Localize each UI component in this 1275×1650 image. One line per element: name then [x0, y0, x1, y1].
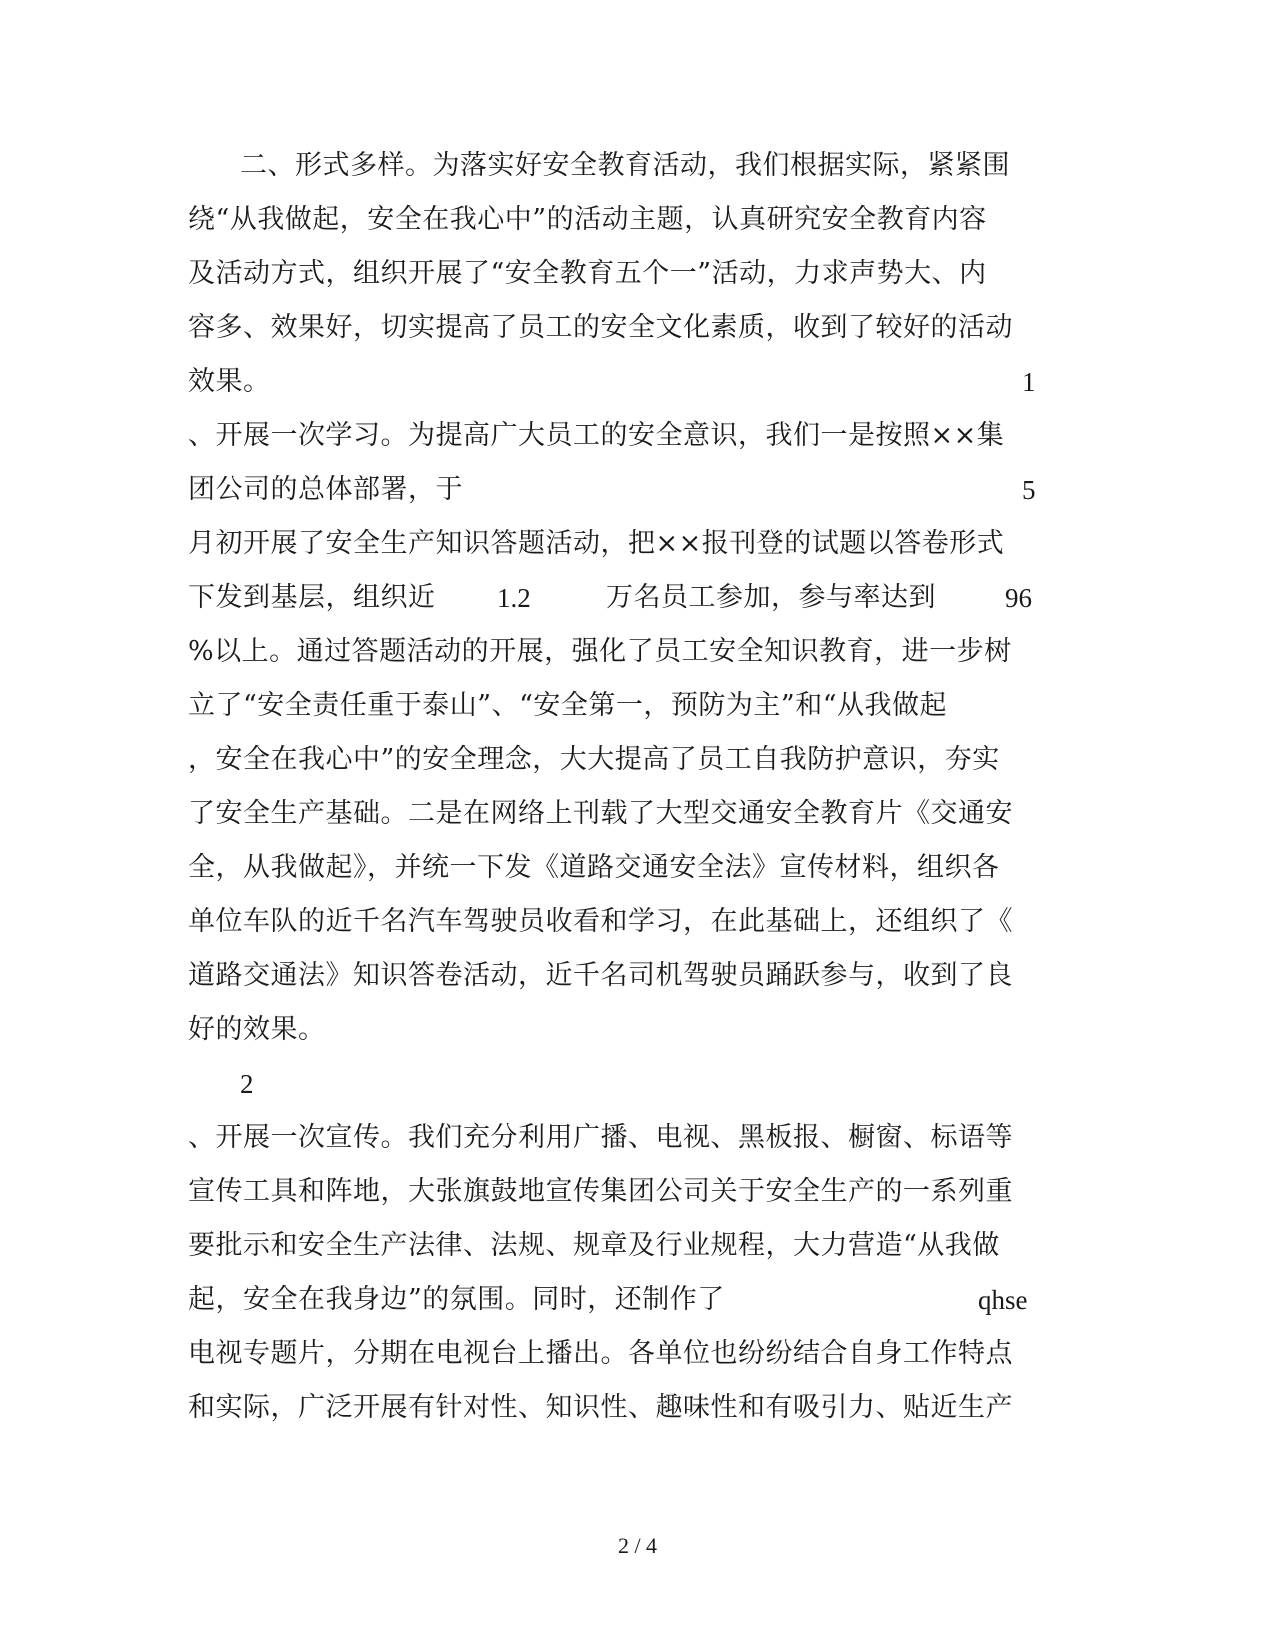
text-line: 及活动方式，组织开展了“安全教育五个一”活动，力求声势大、内: [188, 258, 987, 289]
qhse-term: qhse: [978, 1285, 1028, 1315]
text-line: 、开展一次宣传。我们充分利用广播、电视、黑板报、橱窗、标语等: [188, 1122, 1013, 1153]
text-line: 和实际，广泛开展有针对性、知识性、趣味性和有吸引力、贴近生产: [188, 1392, 1013, 1423]
text-line: 单位车队的近千名汽车驾驶员收看和学习，在此基础上，还组织了《: [188, 906, 1013, 937]
text-line: ，安全在我心中”的安全理念，大大提高了员工自我防护意识，夯实: [188, 744, 1000, 775]
text-line: %以上。通过答题活动的开展，强化了员工安全知识教育，进一步树: [188, 636, 1012, 667]
page-number: 2 / 4: [617, 1533, 658, 1558]
text-line: 好的效果。: [188, 1014, 326, 1045]
text-line: 、开展一次学习。为提高广大员工的安全意识，我们一是按照××集: [188, 420, 1005, 451]
text-line: 效果。: [188, 366, 271, 397]
text-line: 绕“从我做起，安全在我心中”的活动主题，认真研究安全教育内容: [188, 204, 987, 235]
text-line: 立了“安全责任重于泰山”、“安全第一，预防为主”和“从我做起: [188, 690, 948, 721]
text-line: 起，安全在我身边”的氛围。同时，还制作了: [188, 1284, 725, 1315]
rate-number: 96: [1005, 583, 1032, 613]
text-line: 容多、效果好，切实提高了员工的安全文化素质，收到了较好的活动: [188, 312, 1013, 343]
text-line: 要批示和安全生产法律、法规、规章及行业规程，大力营造“从我做: [188, 1230, 1000, 1261]
month-number: 5: [1022, 475, 1036, 505]
text-line: 二、形式多样。为落实好安全教育活动，我们根据实际，紧紧围: [240, 150, 1010, 181]
text-line: 团公司的总体部署，于: [188, 474, 463, 505]
text-line: 月初开展了安全生产知识答题活动，把××报刊登的试题以答卷形式: [188, 528, 1005, 559]
text-line: 全，从我做起》，并统一下发《道路交通安全法》宣传材料，组织各: [188, 852, 1000, 883]
text-line: 宣传工具和阵地，大张旗鼓地宣传集团公司关于安全生产的一系列重: [188, 1176, 1013, 1207]
text-line: 电视专题片，分期在电视台上播出。各单位也纷纷结合自身工作特点: [188, 1338, 1013, 1369]
text-line: 万名员工参加，参与率达到: [606, 582, 936, 613]
text-line: 下发到基层，组织近: [188, 582, 436, 613]
count-number: 1.2: [497, 583, 531, 613]
text-line: 了安全生产基础。二是在网络上刊载了大型交通安全教育片《交通安: [188, 798, 1013, 829]
text-line: 道路交通法》知识答卷活动，近千名司机驾驶员踊跃参与，收到了良: [188, 960, 1013, 991]
item-number: 1: [1022, 367, 1036, 397]
item-number: 2: [240, 1069, 254, 1099]
